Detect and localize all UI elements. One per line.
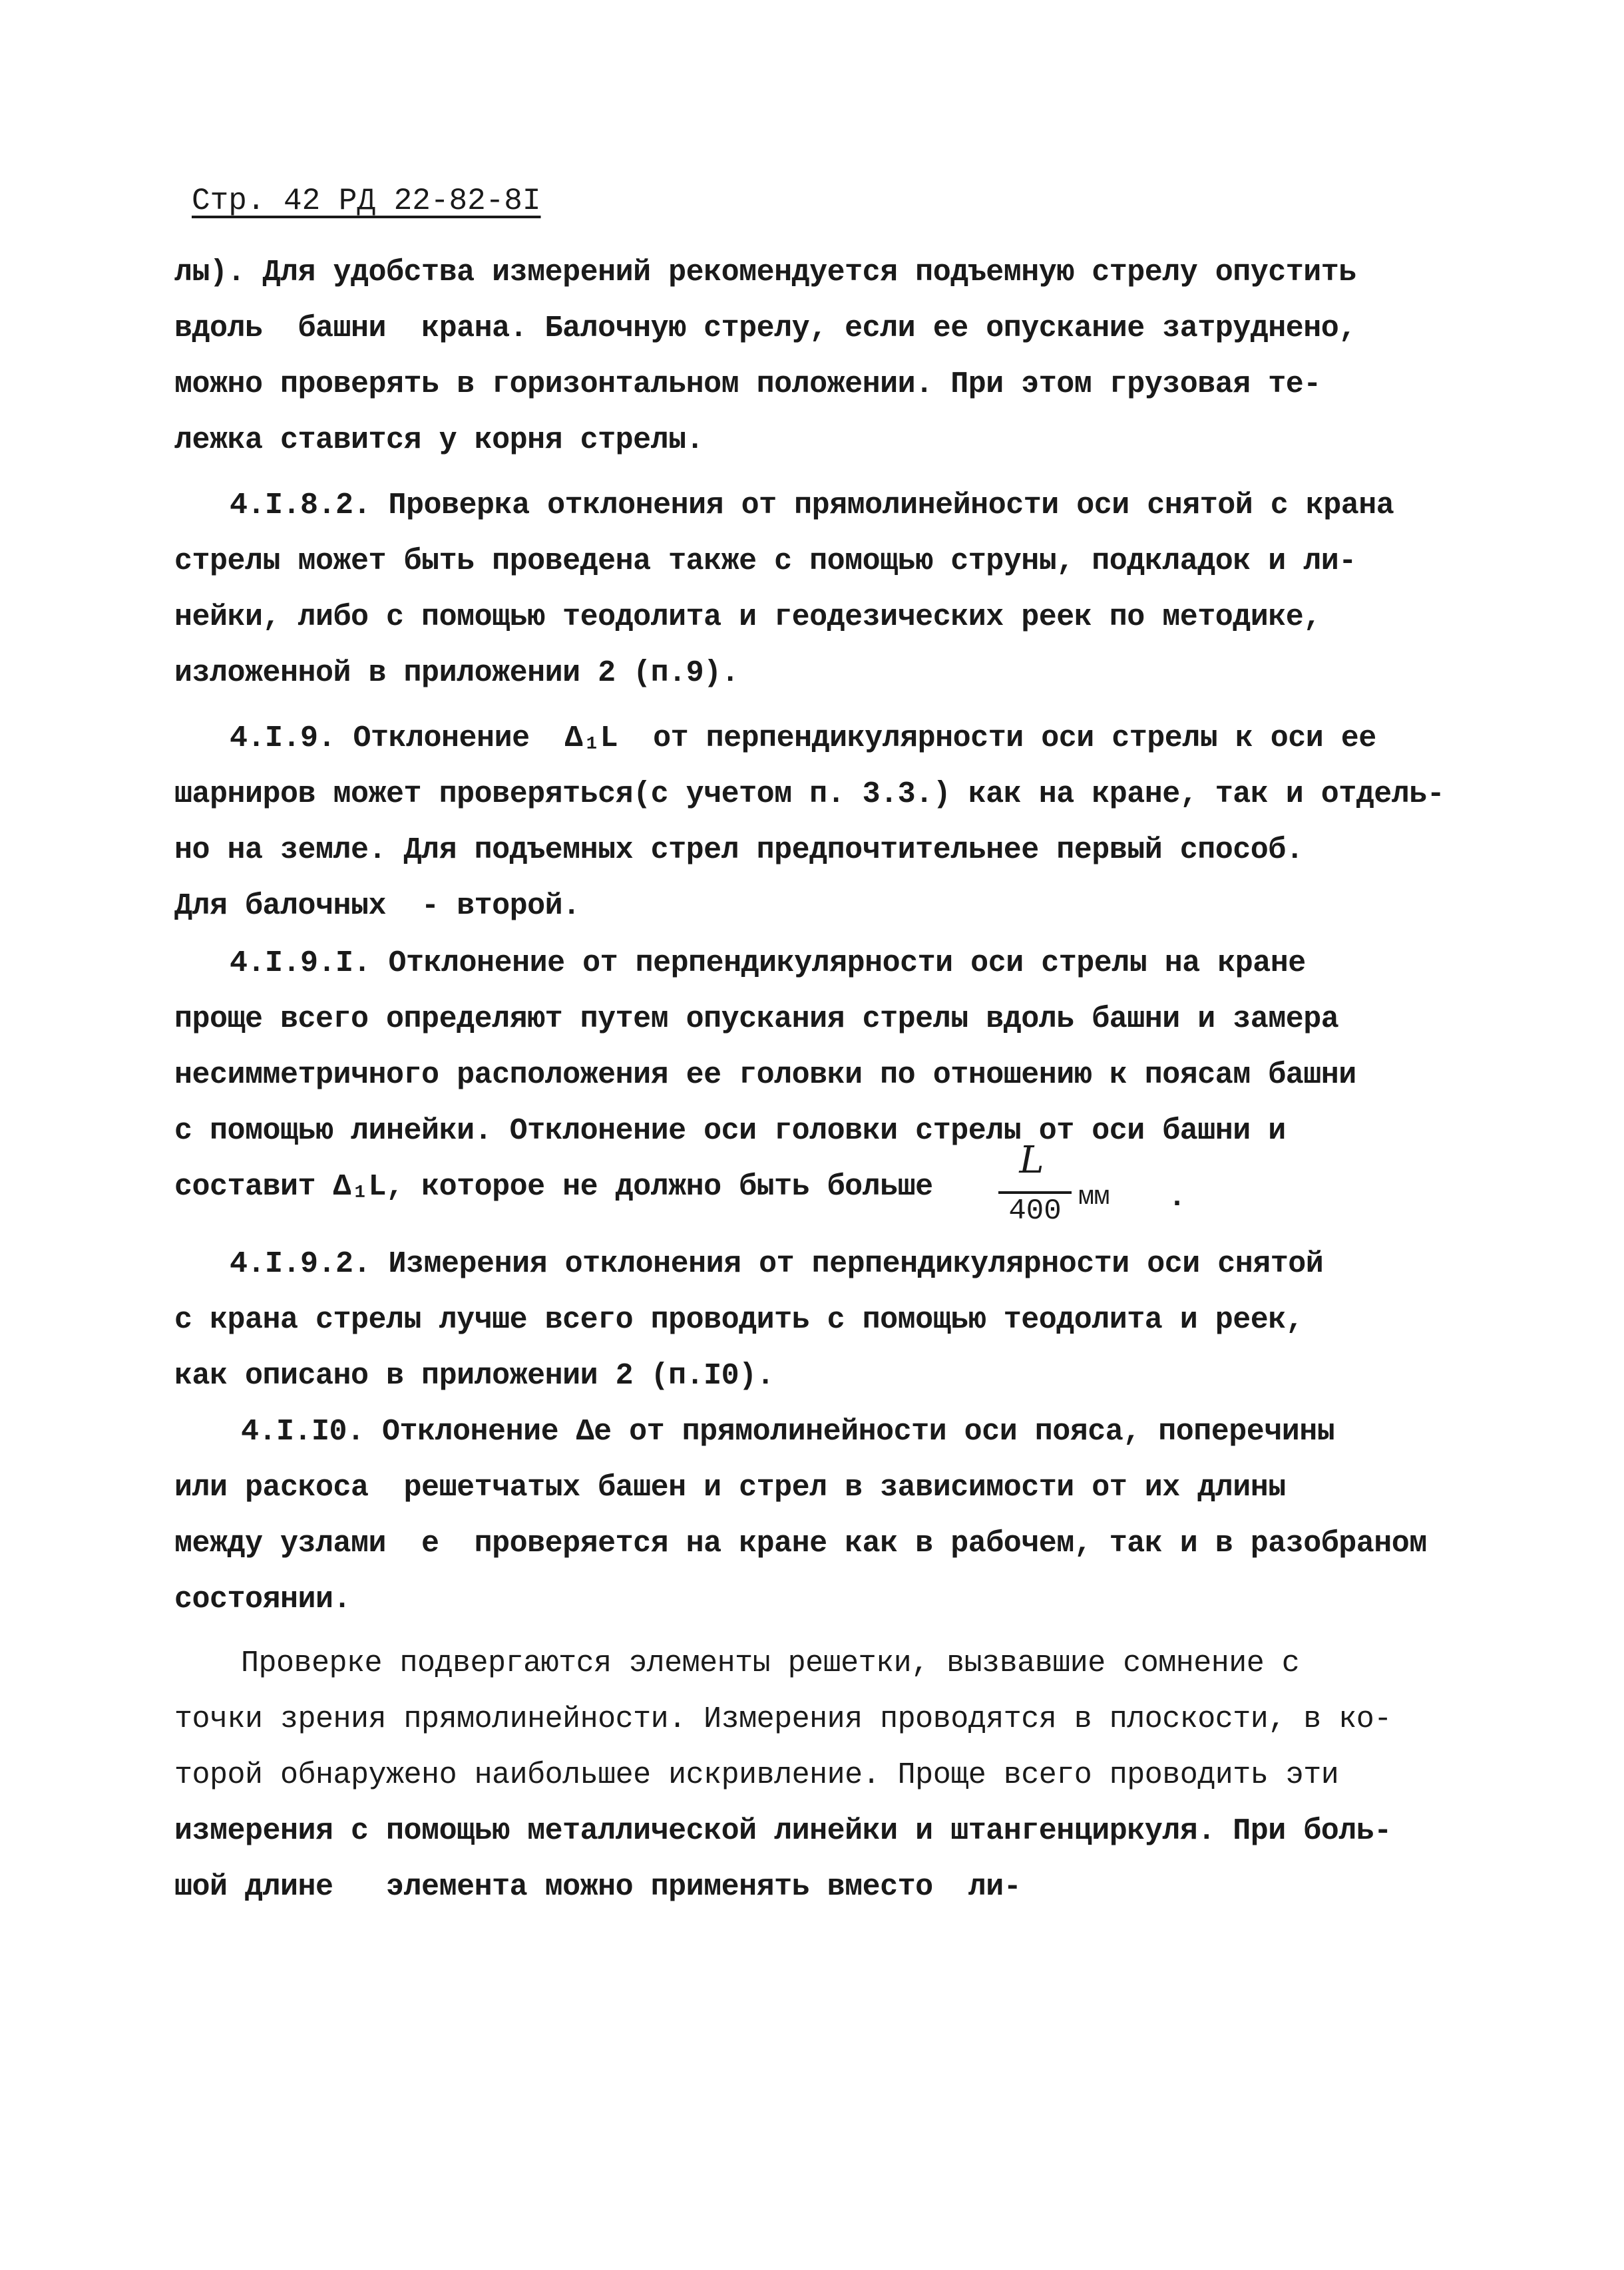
formula-denominator: 400 [1008, 1195, 1062, 1228]
page-header: Стр. 42 РД 22-82-8I [192, 184, 541, 218]
text-line: изложенной в приложении 2 (п.9). [174, 656, 739, 690]
text-line: между узлами e проверяется на кране как в рабочем, так и в разобраном [174, 1527, 1427, 1561]
formula-end: . [1168, 1181, 1186, 1215]
text-line: стрелы может быть проведена также с помощью струны, подкладок и ли- [174, 544, 1356, 578]
text-line: измерения с помощью металлической линейки и штангенциркуля. При боль- [174, 1814, 1392, 1848]
text-line: с крана стрелы лучше всего проводить с помощью теодолита и реек, [174, 1303, 1304, 1337]
text-line: с помощью линейки. Отклонение оси головки стрелы от оси башни и [174, 1114, 1286, 1148]
text-line: шарниров может проверяться(с учетом п. 3.3.) как на кране, так и отдель- [174, 777, 1445, 811]
text-line: 4.I.9.I. Отклонение от перпендикулярности оси стрелы на кране [230, 946, 1306, 980]
formula-unit: мм [1078, 1183, 1110, 1213]
formula-numerator: L [1019, 1139, 1044, 1182]
text-line: несимметричного расположения ее головки по отношению к поясам башни [174, 1058, 1356, 1092]
text-line: шой длине элемента можно применять вместо ли- [174, 1870, 1022, 1904]
text-line: или раскоса решетчатых башен и стрел в зависимости от их длины [174, 1471, 1286, 1505]
text-line: лы). Для удобства измерений рекомендуется подъемную стрелу опустить [174, 256, 1356, 289]
text-line: состоянии. [174, 1583, 351, 1616]
text-line: как описано в приложении 2 (п.I0). [174, 1359, 775, 1393]
text-line: 4.I.8.2. Проверка отклонения от прямолинейности оси снятой с крана [230, 488, 1394, 522]
text-line: Проверке подвергаются элементы решетки, вызвавшие сомнение с [241, 1646, 1300, 1680]
text-line: 4.I.I0. Отклонение Δe от прямолинейности оси пояса, поперечины [241, 1415, 1335, 1449]
text-line: составит Δ₁L, которое не должно быть больше [174, 1170, 933, 1204]
text-line: Для балочных - второй. [174, 889, 580, 923]
text-line: точки зрения прямолинейности. Измерения проводятся в плоскости, в ко- [174, 1702, 1392, 1736]
text-line: но на земле. Для подъемных стрел предпочтительнее первый способ. [174, 833, 1304, 867]
formula-fraction-bar [998, 1191, 1072, 1194]
text-line: 4.I.9. Отклонение Δ₁L от перпендикулярности оси стрелы к оси ее [230, 721, 1376, 755]
text-line: торой обнаружено наибольшее искривление. Проще всего проводить эти [174, 1758, 1339, 1792]
text-line: нейки, либо с помощью теодолита и геодезических реек по методике, [174, 600, 1321, 634]
text-line: вдоль башни крана. Балочную стрелу, если ее опускание затруднено, [174, 311, 1356, 345]
text-line: проще всего определяют путем опускания стрелы вдоль башни и замера [174, 1002, 1339, 1036]
text-line: 4.I.9.2. Измерения отклонения от перпендикулярности оси снятой [230, 1247, 1324, 1281]
text-line: лежка ставится у корня стрелы. [174, 423, 704, 457]
text-line: можно проверять в горизонтальном положении. При этом грузовая те- [174, 367, 1321, 401]
